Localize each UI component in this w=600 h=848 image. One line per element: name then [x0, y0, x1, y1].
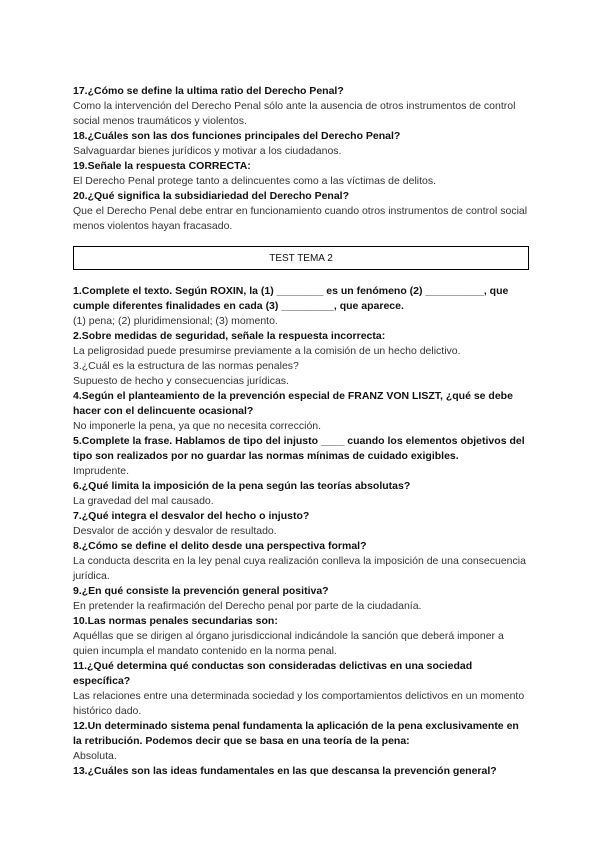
qa-item-20	[73, 189, 529, 234]
qa-item-9	[73, 584, 529, 614]
qa-item-5	[73, 434, 529, 479]
question-10: 10.Las normas penales secundarias son:	[73, 615, 278, 627]
answer-20: Que el Derecho Penal debe entrar en funcionamiento cuando otros instrumentos de control social menos violentos hayan fracasado.	[73, 205, 528, 232]
answer-2: La peligrosidad puede presumirse previamente a la comisión de un hecho delictivo.	[73, 345, 461, 357]
answer-9: En pretender la reafirmación del Derecho penal por parte de la ciudadanía.	[73, 600, 422, 612]
question-3: 3.¿Cuál es la estructura de las normas penales?	[73, 360, 299, 372]
question-6: 6.¿Qué limita la imposición de la pena según las teorías absolutas?	[73, 480, 411, 492]
answer-17: Como la intervención del Derecho Penal sólo ante la ausencia de otros instrumentos de control social menos traumáticos y violentos.	[73, 100, 516, 127]
qa-item-8	[73, 539, 529, 584]
question-7: 7.¿Qué integra el desvalor del hecho o injusto?	[73, 510, 310, 522]
qa-item-3	[73, 359, 529, 389]
question-2: 2.Sobre medidas de seguridad, señale la respuesta incorrecta:	[73, 330, 386, 342]
answer-3: Supuesto de hecho y consecuencias jurídicas.	[73, 375, 289, 387]
document-page	[73, 84, 529, 779]
qa-item-13	[73, 764, 529, 779]
qa-item-18	[73, 129, 529, 159]
test-title-box	[73, 246, 529, 270]
qa-item-2	[73, 329, 529, 359]
question-8: 8.¿Cómo se define el delito desde una perspectiva formal?	[73, 540, 367, 552]
question-9: 9.¿En qué consiste la prevención general positiva?	[73, 585, 329, 597]
question-20: 20.¿Qué significa la subsidiariedad del Derecho Penal?	[73, 190, 350, 202]
answer-6: La gravedad del mal causado.	[73, 495, 214, 507]
qa-item-1	[73, 284, 529, 329]
question-4: 4.Según el planteamiento de la prevención especial de FRANZ VON LISZT, ¿qué se debe hacer con el delincuente ocasional?	[73, 390, 513, 417]
answer-5: Imprudente.	[73, 465, 130, 477]
answer-8: La conducta descrita en la ley penal cuya realización conlleva la imposición de una consecuencia jurídica.	[73, 555, 526, 582]
question-19: 19.Señale la respuesta CORRECTA:	[73, 160, 251, 172]
answer-11: Las relaciones entre una determinada sociedad y los comportamientos delictivos en un momento histórico dado.	[73, 690, 525, 717]
answer-7: Desvalor de acción y desvalor de resultado.	[73, 525, 277, 537]
question-18: 18.¿Cuáles son las dos funciones principales del Derecho Penal?	[73, 130, 401, 142]
answer-12: Absoluta.	[73, 750, 117, 762]
qa-item-4	[73, 389, 529, 434]
qa-item-12	[73, 719, 529, 764]
question-11: 11.¿Qué determina qué conductas son consideradas delictivas en una sociedad específica?	[73, 660, 473, 687]
answer-10: Aquéllas que se dirigen al órgano jurisdiccional indicándole la sanción que deberá imponer a quien incumpla el mandato contenido en la norma penal.	[73, 630, 504, 657]
section-previous-questions	[73, 84, 529, 234]
test-title: TEST TEMA 2	[269, 252, 333, 264]
answer-19: El Derecho Penal protege tanto a delincuentes como a las víctimas de delitos.	[73, 175, 437, 187]
question-13: 13.¿Cuáles son las ideas fundamentales en las que descansa la prevención general?	[73, 765, 497, 777]
qa-item-19	[73, 159, 529, 189]
qa-item-10	[73, 614, 529, 659]
answer-1: (1) pena; (2) pluridimensional; (3) momento.	[73, 315, 278, 327]
qa-item-6	[73, 479, 529, 509]
question-17: 17.¿Cómo se define la ultima ratio del Derecho Penal?	[73, 85, 344, 97]
answer-4: No imponerle la pena, ya que no necesita corrección.	[73, 420, 322, 432]
question-1: 1.Complete el texto. Según ROXIN, la (1) ________ es un fenómeno (2) __________, que cumple diferentes finalidades en cada (3) _________, que aparece.	[73, 285, 509, 312]
question-5: 5.Complete la frase. Hablamos de tipo del injusto ____ cuando los elementos objetivos del tipo son realizados por no guardar las normas mínimas de cuidado exigibles.	[73, 435, 525, 462]
section-test-tema-2	[73, 284, 529, 779]
qa-item-11	[73, 659, 529, 719]
question-12: 12.Un determinado sistema penal fundamenta la aplicación de la pena exclusivamente en la retribución. Podemos decir que se basa en una teoría de la pena:	[73, 720, 519, 747]
qa-item-7	[73, 509, 529, 539]
qa-item-17	[73, 84, 529, 129]
answer-18: Salvaguardar bienes jurídicos y motivar a los ciudadanos.	[73, 145, 342, 157]
